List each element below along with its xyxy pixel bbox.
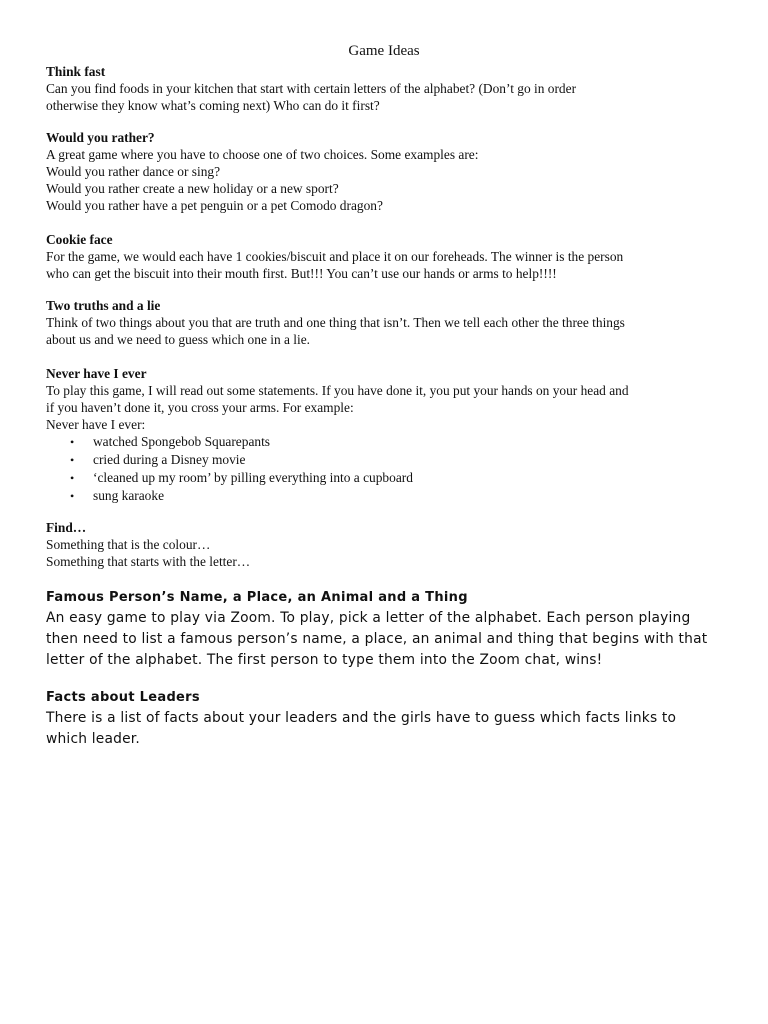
section-heading: Cookie face	[46, 232, 113, 247]
list-item	[46, 451, 736, 469]
section-find	[46, 519, 736, 570]
section-heading: Would you rather?	[46, 130, 155, 145]
body-line: Can you find foods in your kitchen that start with certain letters of the alphabet? (Don’t go in order	[46, 81, 577, 96]
bullet-icon: •	[70, 435, 75, 449]
section-never-have-i-ever	[46, 365, 736, 505]
list-item	[46, 487, 736, 505]
list-item-text: watched Spongebob Squarepants	[93, 434, 271, 449]
section-heading: Find…	[46, 520, 87, 535]
body-line: Would you rather dance or sing?	[46, 164, 221, 179]
body-line: To play this game, I will read out some statements. If you have done it, you put your hands on your head and	[46, 383, 629, 398]
body-line: Something that is the colour…	[46, 537, 211, 552]
body-line: Think of two things about you that are truth and one thing that isn’t. Then we tell each other the three things	[46, 315, 625, 330]
section-facts-about-leaders	[46, 688, 736, 750]
body-line: For the game, we would each have 1 cookies/biscuit and place it on our foreheads. The winner is the person	[46, 249, 624, 264]
body-line: Would you rather have a pet penguin or a pet Comodo dragon?	[46, 198, 383, 213]
list-item-text: ‘cleaned up my room’ by pilling everything into a cupboard	[93, 470, 413, 485]
body-line: Would you rather create a new holiday or a new sport?	[46, 181, 339, 196]
section-would-you-rather	[46, 129, 736, 214]
bullet-icon: •	[70, 489, 75, 503]
section-heading: Think fast	[46, 64, 106, 79]
body-line: about us and we need to guess which one in a lie.	[46, 332, 311, 347]
section-famous-person	[46, 588, 736, 671]
section-heading: Famous Person’s Name, a Place, an Animal and a Thing	[46, 590, 468, 605]
body-line: if you haven’t done it, you cross your arms. For example:	[46, 400, 354, 415]
section-cookie-face	[46, 231, 736, 282]
body-line: Never have I ever:	[46, 417, 146, 432]
list-item	[46, 469, 736, 487]
list-item	[46, 433, 736, 451]
section-two-truths	[46, 297, 736, 348]
body-line: letter of the alphabet. The first person to type them into the Zoom chat, wins!	[46, 652, 603, 668]
section-heading: Facts about Leaders	[46, 690, 200, 705]
bullet-icon: •	[70, 471, 75, 485]
document-title: Game Ideas	[348, 43, 420, 59]
body-line: There is a list of facts about your leaders and the girls have to guess which facts links to	[46, 710, 677, 726]
section-heading: Two truths and a lie	[46, 298, 161, 313]
body-line: which leader.	[46, 731, 140, 747]
bullet-icon: •	[70, 453, 75, 467]
body-line: who can get the biscuit into their mouth first. But!!! You can’t use our hands or arms to help!!!!	[46, 266, 557, 281]
body-line: otherwise they know what’s coming next) Who can do it first?	[46, 98, 380, 113]
body-line: A great game where you have to choose one of two choices. Some examples are:	[46, 147, 479, 162]
bullet-list	[46, 433, 736, 505]
list-item-text: cried during a Disney movie	[93, 452, 246, 467]
list-item-text: sung karaoke	[93, 488, 165, 503]
body-line: An easy game to play via Zoom. To play, pick a letter of the alphabet. Each person playing	[46, 610, 691, 626]
body-line: Something that starts with the letter…	[46, 554, 251, 569]
body-line: then need to list a famous person’s name, a place, an animal and thing that begins with that	[46, 631, 708, 647]
section-think-fast	[46, 63, 736, 114]
section-heading: Never have I ever	[46, 366, 147, 381]
